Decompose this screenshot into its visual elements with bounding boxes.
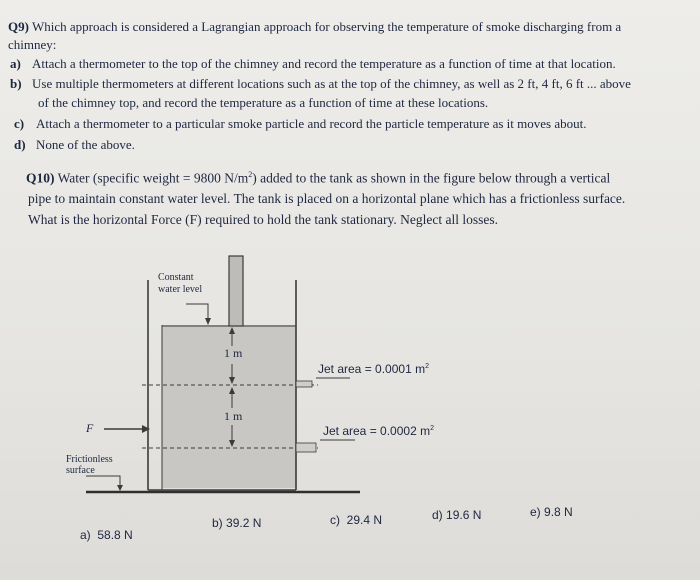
feed-pipe [229,256,243,326]
surface-label-1: Frictionless [66,454,113,465]
answer-d-letter: d) [432,508,443,522]
answer-c [330,514,382,528]
jet1-label [318,363,429,377]
answer-d-value: 19.6 N [446,508,482,522]
constant-level-label-1: Constant [158,272,194,283]
answer-a-letter: a) [80,528,91,542]
jet1-label-text: Jet area = 0.0001 m [318,362,426,376]
q9-stem-line2: chimney: [8,37,57,52]
q9-number: Q9) [8,19,29,34]
force-label: F [86,421,94,435]
answer-c-letter: c) [330,513,340,527]
q9-option-d-text: None of the above. [36,137,135,152]
level-pointer [186,304,208,322]
answer-e-letter: e) [530,505,541,519]
jet2-label-text: Jet area = 0.0002 m [323,424,431,438]
q10-line2: pipe to maintain constant water level. The tank is placed on a horizontal plane which has a frictionless surface. [28,191,626,206]
jet2-label-sup: 2 [430,425,434,432]
q10-line3: What is the horizontal Force (F) required to hold the tank stationary. Neglect all losses. [28,212,498,227]
answer-e [530,506,573,520]
dim-top-label: 1 m [224,346,243,360]
q9-option-b-text: Use multiple thermometers at different locations such as at the top of the chimney, as well as 2 ft, 4 ft, 6 ft ... above [32,76,631,91]
answer-b-value: 39.2 N [226,516,262,530]
surface-pointer [86,476,120,487]
answer-c-value: 29.4 N [346,513,383,527]
q10-line1-sup: 2 [248,170,253,179]
q9-option-a-text: Attach a thermometer to the top of the chimney and record the temperature as a function of time at that location. [32,56,616,71]
q9-option-a-letter: a) [10,56,21,71]
q10-line1-a: Water (specific weight = 9800 N/m [57,170,249,186]
surface-label-2: surface [66,465,95,476]
q9-option-b-text-cont: of the chimney top, and record the temperature as a function of time at these locations. [38,95,489,110]
constant-level-label-2: water level [158,284,203,295]
jet2-label [323,425,434,439]
q9-option-d-letter: d) [14,137,26,152]
q10-line1-b: ) added to the tank as shown in the figure below through a vertical [252,170,611,186]
answer-a-value: 58.8 N [97,528,133,542]
jet1-nozzle [296,381,312,387]
answer-a [80,529,133,543]
q9-option-c-text: Attach a thermometer to a particular smoke particle and record the particle temperature as it moves about. [36,116,587,131]
jet2-nozzle [296,443,316,452]
answer-d [432,509,481,523]
surface-pointer-head [117,485,123,491]
q9-option-c-letter: c) [14,116,25,131]
q9-option-b-letter: b) [10,76,22,91]
dim-mid-label: 1 m [224,409,243,423]
answer-b-letter: b) [212,516,223,530]
answer-b [212,517,261,531]
q9-stem: Which approach is considered a Lagrangian approach for observing the temperature of smoke discharging from a [31,19,622,34]
q10-number: Q10) [26,170,55,186]
answer-e-value: 9.8 N [544,505,573,519]
level-pointer-head [205,318,211,325]
jet1-label-sup: 2 [425,363,429,370]
